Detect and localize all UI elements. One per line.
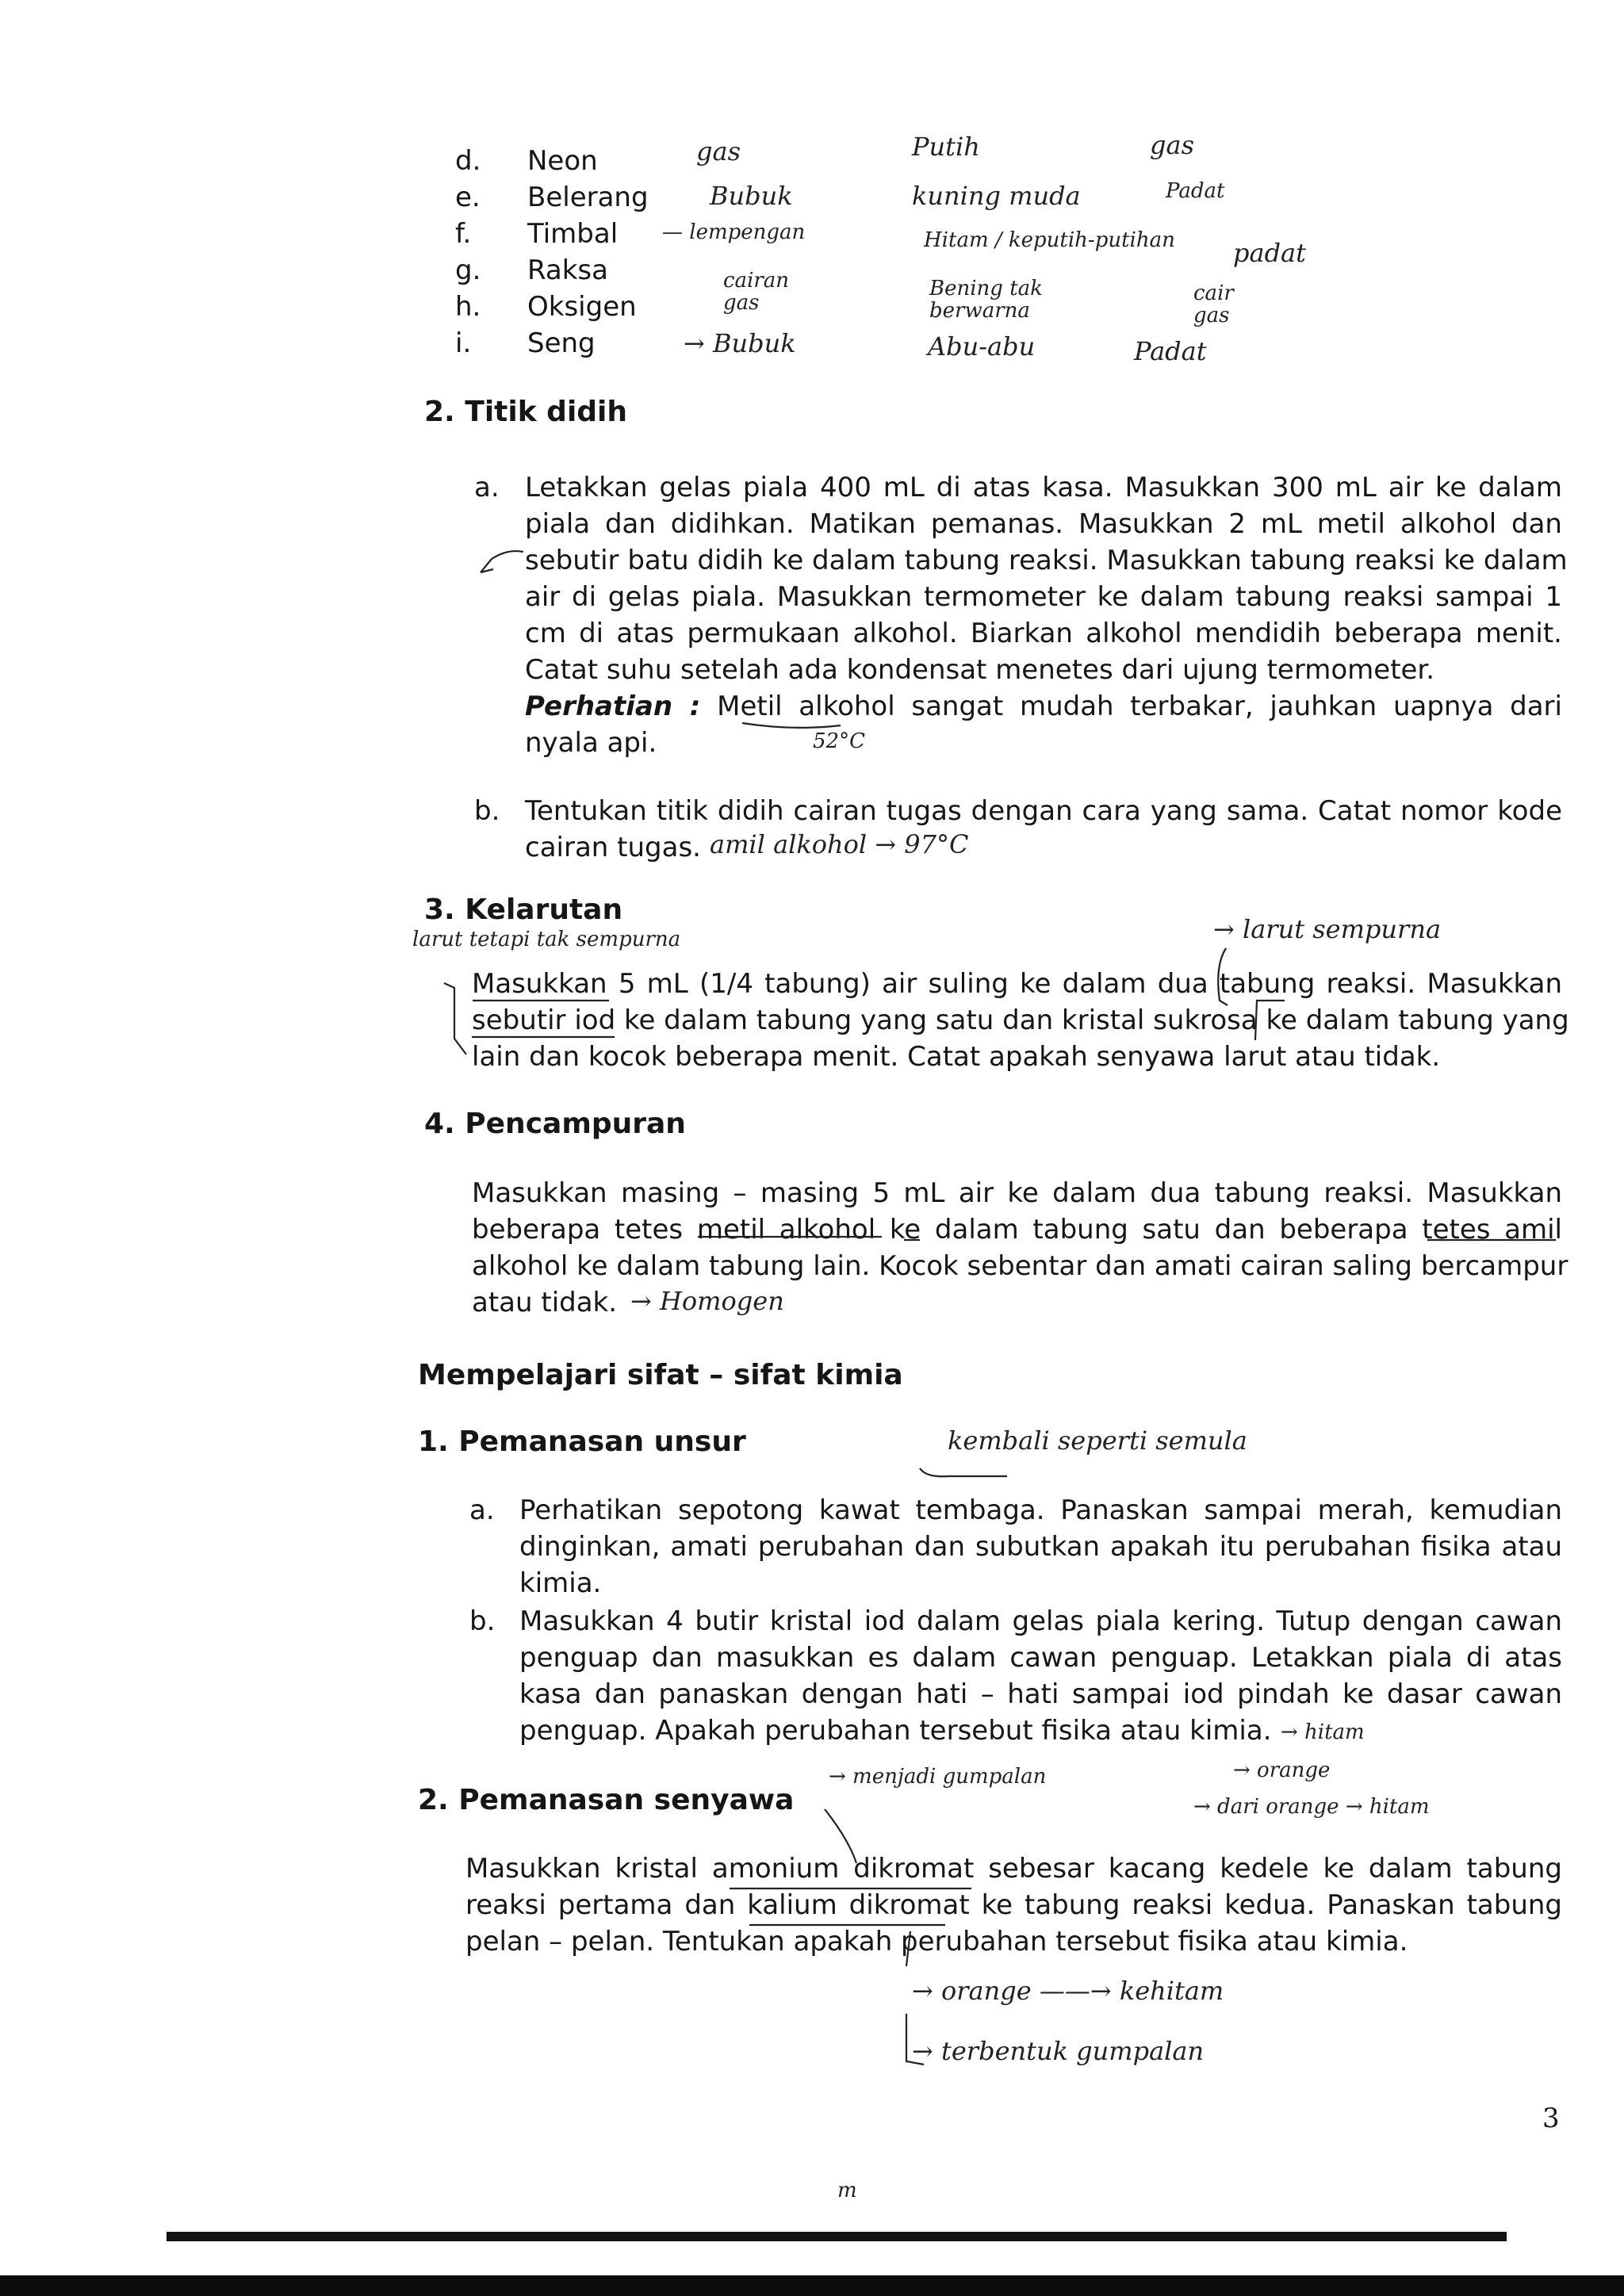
underline-mark: [730, 1888, 971, 1925]
handwritten-note: kuning muda: [912, 181, 1081, 211]
list-letter: h.: [455, 291, 481, 323]
handwritten-note: Putih: [912, 132, 980, 162]
text-line: kimia.: [519, 1567, 602, 1599]
text-line: Letakkan gelas piala 400 mL di atas kasa. Masukkan 300 mL air ke dalam: [525, 472, 1562, 503]
handwritten-note: → menjadi gumpalan: [829, 1765, 1047, 1789]
handwritten-note: → dari orange → hitam: [1193, 1795, 1430, 1819]
text-line: dinginkan, amati perubahan dan subutkan apakah itu perubahan fisika atau: [519, 1531, 1562, 1563]
section-heading-pemanasan-unsur: 1. Pemanasan unsur: [418, 1425, 746, 1458]
text-line: pelan – pelan. Tentukan apakah perubahan tersebut fisika atau kimia.: [465, 1926, 1408, 1957]
section-heading-pemanasan-senyawa: 2. Pemanasan senyawa: [418, 1784, 795, 1816]
handwritten-note: → larut sempurna: [1213, 914, 1442, 944]
text-line: cm di atas permukaan alkohol. Biarkan alkohol mendidih beberapa menit.: [525, 618, 1562, 649]
item-letter: a.: [474, 472, 500, 503]
handwritten-note: larut tetapi tak sempurna: [412, 928, 681, 951]
handwritten-note: → orange: [1233, 1758, 1331, 1782]
footer-mark: m: [837, 2179, 857, 2202]
item-letter: b.: [474, 795, 500, 827]
list-element-name: Neon: [527, 145, 598, 177]
handwritten-note: — lempengan: [662, 220, 806, 244]
text-line: Masukkan kristal amonium dikromat sebesar kacang kedele ke dalam tabung: [465, 1853, 1562, 1885]
list-element-name: Belerang: [527, 182, 649, 213]
list-element-name: Seng: [527, 327, 596, 359]
text-line: Masukkan 5 mL (1/4 tabung) air suling ke dalam dua tabung reaksi. Masukkan: [472, 968, 1562, 1000]
list-element-name: Raksa: [527, 254, 608, 286]
handwritten-note: → hitam: [1281, 1720, 1365, 1744]
handwritten-note: → terbentuk gumpalan: [912, 2036, 1205, 2066]
handwritten-note: kembali seperti semula: [948, 1425, 1247, 1456]
underline-mark: [920, 1468, 1007, 1476]
handwritten-note: padat: [1233, 238, 1306, 268]
handwritten-note: cairan gas: [723, 269, 790, 315]
section-heading-titik-didih: 2. Titik didih: [424, 396, 628, 428]
list-letter: f.: [455, 218, 472, 250]
text-line: atau tidak.: [472, 1287, 618, 1318]
list-element-name: Timbal: [527, 218, 619, 250]
list-letter: i.: [455, 327, 472, 359]
heading-sifat-kimia: Mempelajari sifat – sifat kimia: [418, 1359, 903, 1391]
underline-mark: [472, 1001, 615, 1037]
handwritten-note: Padat: [1166, 179, 1225, 203]
handwritten-note: → orange ——→ kehitam: [912, 1976, 1224, 2006]
underline-mark: [742, 723, 841, 728]
handwritten-note: → Bubuk: [684, 328, 796, 358]
bracket-mark: [1218, 948, 1228, 1005]
handwritten-note: Padat: [1134, 336, 1207, 366]
bracket-mark: [906, 1931, 924, 2064]
list-letter: g.: [455, 254, 481, 286]
text-line: kasa dan panaskan dengan hati – hati sampai iod pindah ke dasar cawan: [519, 1678, 1562, 1710]
scan-bar: [167, 2232, 1507, 2241]
text-line: sebutir batu didih ke dalam tabung reaksi. Masukkan tabung reaksi ke dalam: [525, 545, 1568, 576]
handwritten-note: 52°C: [813, 729, 865, 753]
handwritten-note: amil alkohol → 97°C: [710, 829, 969, 859]
section-heading-kelarutan: 3. Kelarutan: [424, 894, 623, 926]
text-line: penguap dan masukkan es dalam cawan penguap. Letakkan piala di atas: [519, 1642, 1562, 1674]
list-element-name: Oksigen: [527, 291, 637, 323]
text-line: beberapa tetes metil alkohol ke dalam tabung satu dan beberapa tetes amil: [472, 1214, 1562, 1246]
text-line: Catat suhu setelah ada kondensat menetes dari ujung termometer.: [525, 654, 1435, 686]
underline-mark: [698, 1237, 1556, 1240]
bracket-mark: [1255, 1001, 1285, 1040]
text-line: piala dan didihkan. Matikan pemanas. Masukkan 2 mL metil alkohol dan: [525, 508, 1562, 540]
page-number: 3: [1542, 2103, 1560, 2134]
text-line: cairan tugas.: [525, 832, 701, 863]
list-letter: d.: [455, 145, 481, 177]
text-line: sebutir iod ke dalam tabung yang satu dan kristal sukrosa ke dalam tabung yang: [472, 1004, 1569, 1036]
arrow-mark: [481, 551, 523, 572]
text-line: nyala api.: [525, 727, 657, 759]
handwritten-note: Bubuk: [710, 181, 793, 211]
text-line: air di gelas piala. Masukkan termometer ke dalam tabung reaksi sampai 1: [525, 581, 1562, 613]
section-heading-pencampuran: 4. Pencampuran: [424, 1108, 686, 1140]
handwritten-note: cair gas: [1193, 281, 1234, 327]
scan-edge: [0, 2275, 1624, 2296]
text-line: Tentukan titik didih cairan tugas dengan cara yang sama. Catat nomor kode: [525, 795, 1562, 827]
handwritten-note: → Homogen: [630, 1286, 784, 1316]
text-line: Masukkan 4 butir kristal iod dalam gelas piala kering. Tutup dengan cawan: [519, 1605, 1562, 1637]
item-letter: b.: [469, 1605, 496, 1637]
perhatian-text: Metil alkohol sangat mudah terbakar, jauhkan uapnya dari: [700, 691, 1562, 722]
bracket-mark: [444, 983, 466, 1054]
handwritten-note: Bening tak berwarna: [929, 277, 1043, 323]
text-line: reaksi pertama dan kalium dikromat ke tabung reaksi kedua. Panaskan tabung: [465, 1889, 1562, 1921]
text-line: penguap. Apakah perubahan tersebut fisika atau kimia.: [519, 1715, 1272, 1747]
text-line: lain dan kocok beberapa menit. Catat apakah senyawa larut atau tidak.: [472, 1041, 1441, 1073]
arrow-mark: [825, 1809, 856, 1863]
text-line: Masukkan masing – masing 5 mL air ke dalam dua tabung reaksi. Masukkan: [472, 1177, 1562, 1209]
text-line: alkohol ke dalam tabung lain. Kocok sebentar dan amati cairan saling bercampur: [472, 1250, 1568, 1282]
item-letter: a.: [469, 1494, 495, 1526]
handwritten-note: gas: [696, 136, 741, 166]
text-line: Perhatikan sepotong kawat tembaga. Panaskan sampai merah, kemudian: [519, 1494, 1562, 1526]
handwritten-note: Hitam / keputih-putihan: [924, 228, 1175, 252]
list-letter: e.: [455, 182, 481, 213]
handwritten-note: gas: [1150, 130, 1194, 160]
perhatian-label: Perhatian :: [525, 691, 701, 722]
handwritten-note: Abu-abu: [928, 331, 1036, 362]
